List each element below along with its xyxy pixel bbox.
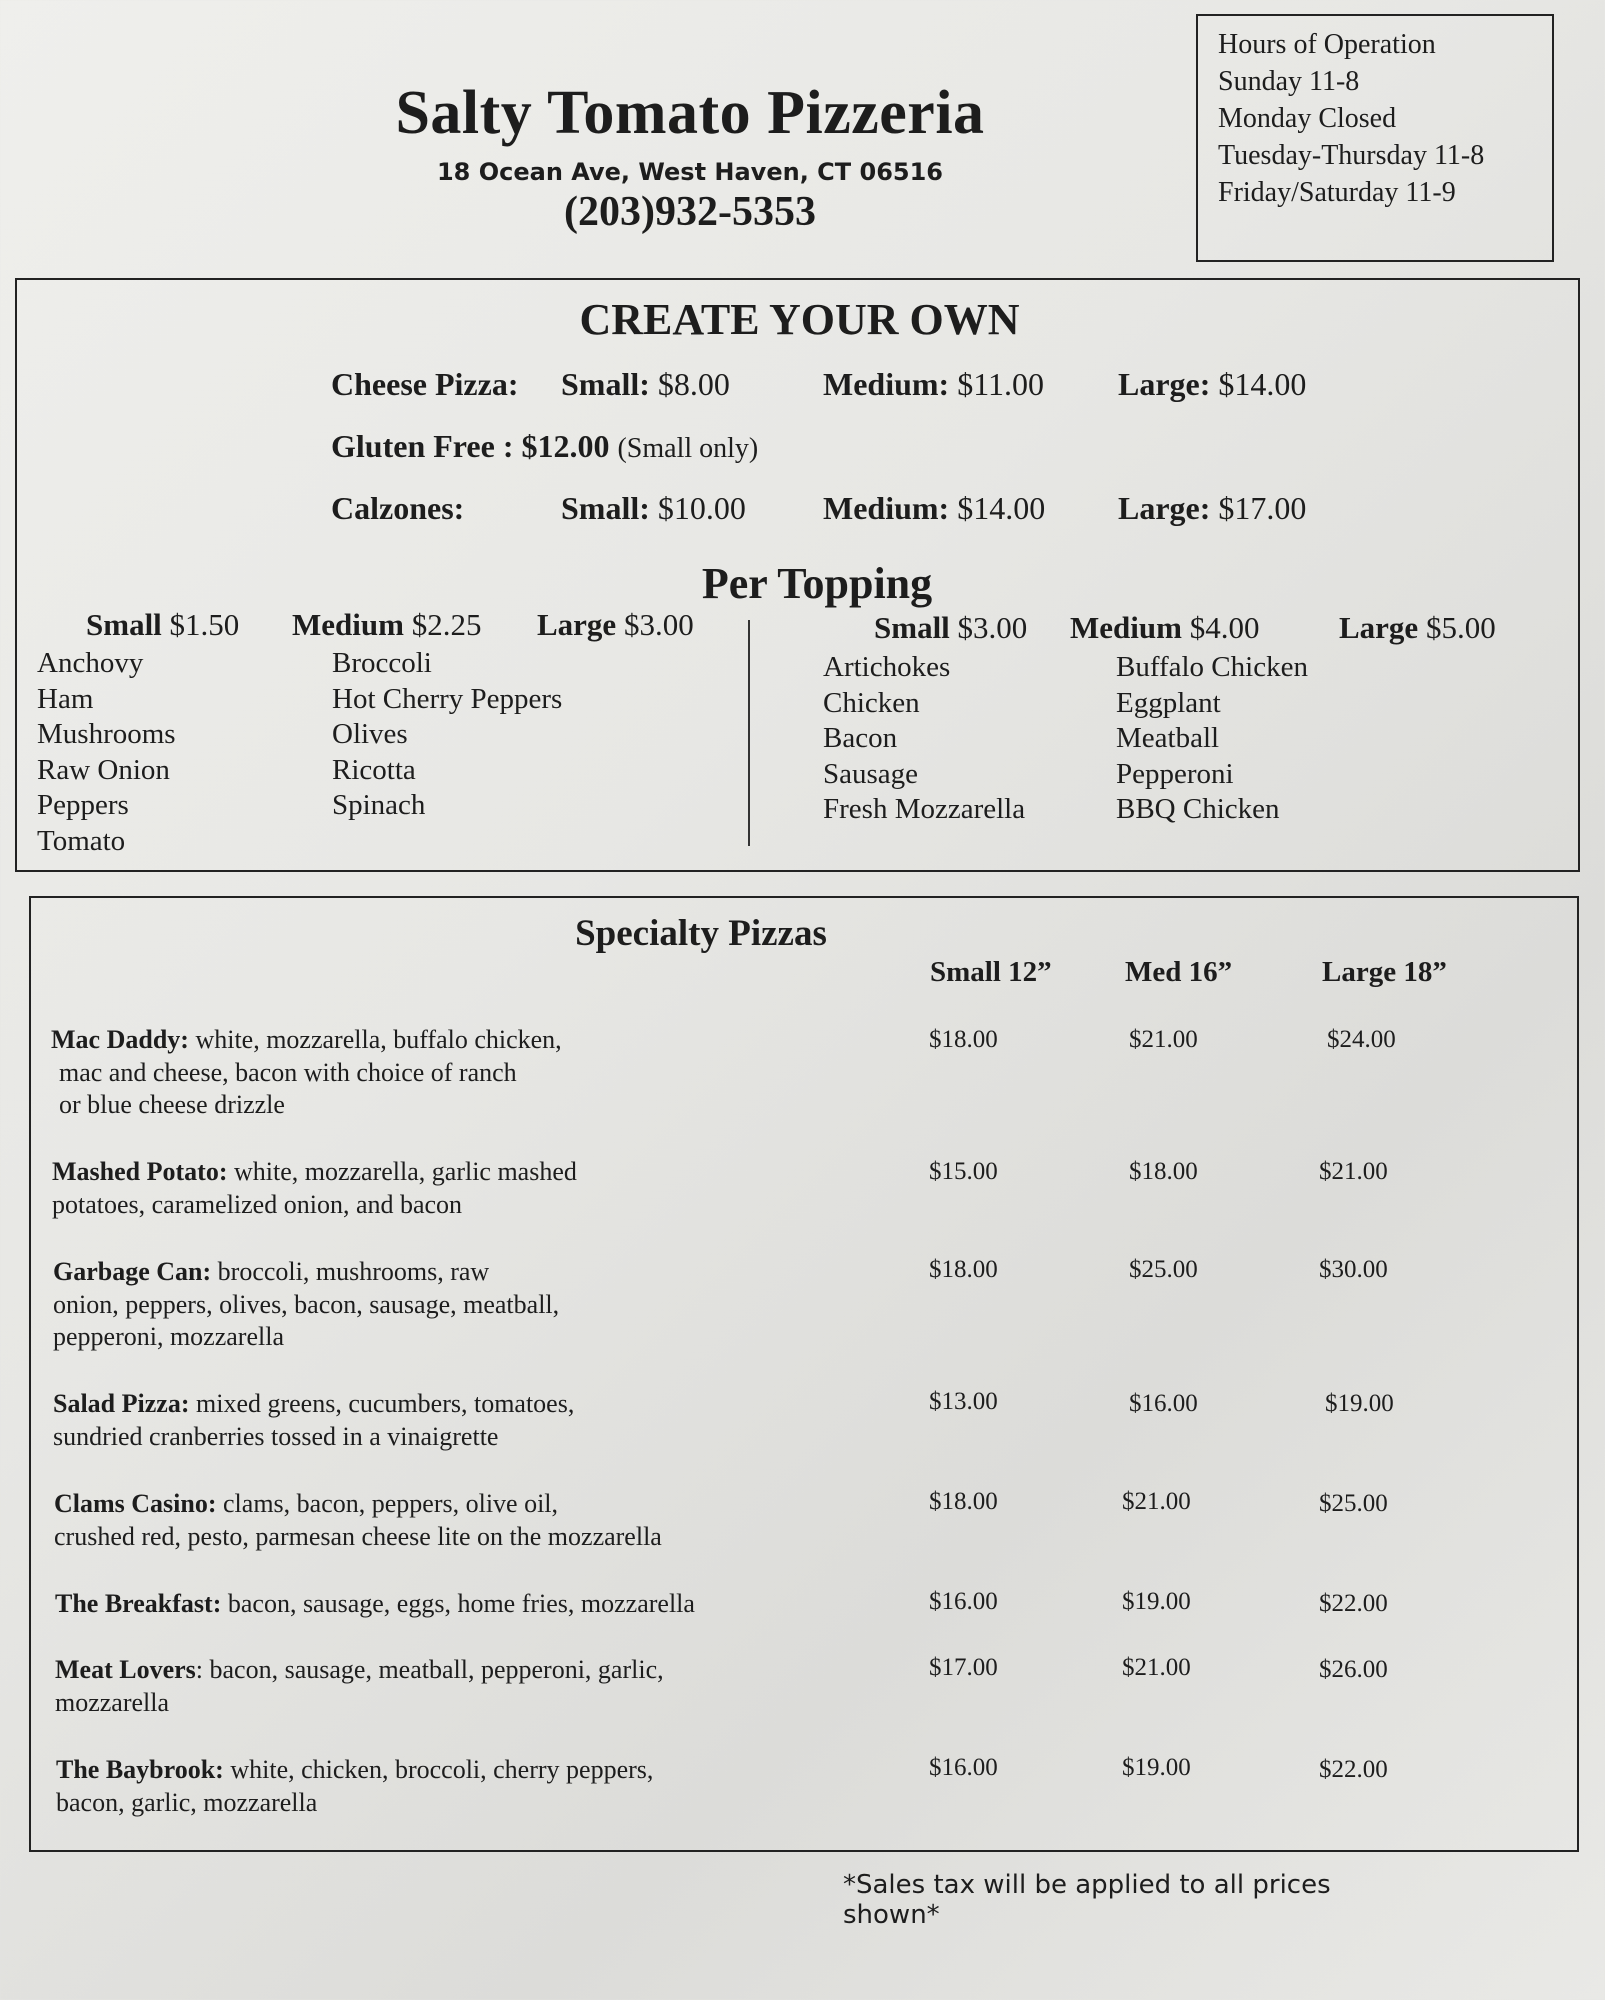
topping-item: Spinach <box>332 789 426 821</box>
pizza-item <box>55 1588 815 1621</box>
price-medium: $19.00 <box>1122 1754 1191 1781</box>
size-label: Large: <box>1118 490 1211 526</box>
pizza-name: The Baybrook: <box>56 1755 224 1784</box>
price-large: $30.00 <box>1319 1256 1388 1283</box>
price-value: $17.00 <box>1218 490 1307 526</box>
pizza-description: white, mozzarella, garlic mashed <box>227 1157 577 1186</box>
specialty-pizzas-section <box>29 896 1579 1852</box>
gluten-free-note: (Small only) <box>617 433 759 464</box>
size-header-medium: Med 16” <box>1125 956 1233 988</box>
pizza-name: Clams Casino: <box>54 1489 217 1518</box>
hours-title: Hours of Operation <box>1218 29 1436 60</box>
topping-item: Chicken <box>823 686 920 719</box>
hours-line: Tuesday-Thursday 11-8 <box>1218 140 1485 171</box>
price-value: $3.00 <box>623 607 694 642</box>
price-value: $14.00 <box>957 490 1046 526</box>
size-label: Small <box>874 610 950 645</box>
cheese-small-price <box>561 366 730 403</box>
size-label: Medium: <box>823 366 950 402</box>
topping-item: Tomato <box>37 824 126 857</box>
hours-line: Sunday 11-8 <box>1218 66 1360 97</box>
price-value: $4.00 <box>1189 610 1260 645</box>
size-header-large: Large 18” <box>1322 956 1447 988</box>
price-value: $14.00 <box>1218 366 1307 402</box>
pizza-item <box>53 1388 813 1453</box>
topping-item: Hot Cherry Peppers <box>332 682 563 715</box>
pizza-description: mixed greens, cucumbers, tomatoes, <box>189 1389 575 1418</box>
topping-item: Pepperoni <box>1116 757 1234 790</box>
topping-divider <box>748 620 750 846</box>
price-large: $26.00 <box>1319 1656 1388 1683</box>
pizza-name: Garbage Can: <box>53 1257 212 1286</box>
pizza-item <box>53 1256 813 1354</box>
topping-item: Raw Onion <box>37 753 170 786</box>
topping-medium-price-2 <box>1070 610 1259 646</box>
price-value: $1.50 <box>169 607 240 642</box>
calzones-label: Calzones: <box>331 490 465 526</box>
gluten-free-label: Gluten Free : <box>331 428 514 464</box>
create-your-own-section <box>15 278 1580 872</box>
price-medium: $18.00 <box>1129 1158 1198 1185</box>
topping-list-1a <box>37 646 176 859</box>
sales-tax-note: *Sales tax will be applied to all prices shown* <box>843 1870 1331 1930</box>
price-small: $15.00 <box>929 1158 998 1185</box>
cheese-pizza-label: Cheese Pizza: <box>331 366 519 402</box>
price-small: $13.00 <box>929 1388 998 1415</box>
price-small: $18.00 <box>929 1256 998 1283</box>
pizza-item <box>56 1754 816 1819</box>
gluten-free-row <box>331 428 758 465</box>
pizza-description: bacon, garlic, mozzarella <box>56 1787 318 1817</box>
size-label: Small <box>86 607 162 642</box>
price-large: $19.00 <box>1325 1390 1394 1417</box>
price-small: $18.00 <box>929 1026 998 1053</box>
pizza-description: white, mozzarella, buffalo chicken, <box>188 1025 562 1054</box>
topping-large-price-2 <box>1339 610 1496 646</box>
price-medium: $21.00 <box>1129 1026 1198 1053</box>
topping-item: Eggplant <box>1116 686 1221 719</box>
pizza-description: white, chicken, broccoli, cherry peppers, <box>223 1755 654 1784</box>
topping-item: Broccoli <box>332 647 432 679</box>
topping-item: Buffalo Chicken <box>1116 651 1308 683</box>
create-your-own-title: CREATE YOUR OWN <box>579 295 1020 344</box>
specialty-pizzas-title: Specialty Pizzas <box>575 913 827 954</box>
price-medium: $21.00 <box>1122 1488 1191 1515</box>
topping-item: Ham <box>37 682 94 715</box>
size-label: Medium: <box>823 490 950 526</box>
pizza-name: Mac Daddy: <box>51 1025 189 1054</box>
hours-box <box>1196 14 1554 262</box>
hours-line: Friday/Saturday 11-9 <box>1218 177 1456 208</box>
price-small: $16.00 <box>929 1588 998 1615</box>
topping-item: Olives <box>332 718 408 750</box>
gluten-free-price: $12.00 <box>521 428 610 464</box>
pizza-description: onion, peppers, olives, bacon, sausage, meatball, <box>53 1289 560 1319</box>
topping-large-price-1 <box>537 607 694 643</box>
price-value: $10.00 <box>657 490 746 526</box>
cheese-medium-price <box>823 366 1044 403</box>
price-medium: $16.00 <box>1129 1390 1198 1417</box>
restaurant-phone: (203)932-5353 <box>564 189 816 235</box>
pizza-item <box>55 1654 815 1719</box>
restaurant-address: 18 Ocean Ave, West Haven, CT 06516 <box>436 158 943 186</box>
price-small: $16.00 <box>929 1754 998 1781</box>
topping-item: Meatball <box>1116 722 1220 754</box>
topping-list-2b <box>1116 650 1308 828</box>
topping-item: Mushrooms <box>37 718 176 750</box>
size-label: Small: <box>561 366 650 402</box>
topping-small-price-1 <box>86 607 239 643</box>
pizza-item <box>52 1156 812 1221</box>
price-value: $2.25 <box>411 607 482 642</box>
topping-item: Peppers <box>37 789 129 821</box>
pizza-description: pepperoni, mozzarella <box>53 1322 284 1351</box>
pizza-description: or blue cheese drizzle <box>59 1090 285 1119</box>
size-label: Large: <box>1118 366 1211 402</box>
pizza-description: potatoes, caramelized onion, and bacon <box>52 1189 463 1219</box>
price-value: $5.00 <box>1425 610 1496 645</box>
size-label: Large <box>537 607 617 642</box>
price-medium: $19.00 <box>1122 1588 1191 1615</box>
topping-list-1b <box>332 646 562 824</box>
size-label: Large <box>1339 610 1419 645</box>
pizza-description: broccoli, mushrooms, raw <box>211 1257 490 1286</box>
topping-item: Bacon <box>823 722 898 754</box>
price-large: $21.00 <box>1319 1158 1388 1185</box>
pizza-description: mozzarella <box>55 1687 170 1717</box>
price-value: $11.00 <box>957 366 1045 402</box>
pizza-name: Meat Lovers <box>55 1655 196 1684</box>
cheese-large-price <box>1118 366 1306 403</box>
calzone-medium-price <box>823 490 1045 527</box>
price-medium: $25.00 <box>1129 1256 1198 1283</box>
price-small: $17.00 <box>929 1654 998 1681</box>
size-label: Medium <box>292 607 404 642</box>
size-label: Medium <box>1070 610 1182 645</box>
price-large: $22.00 <box>1319 1756 1388 1783</box>
price-large: $22.00 <box>1319 1590 1388 1617</box>
pizza-name: Mashed Potato: <box>52 1157 228 1186</box>
per-topping-title: Per Topping <box>701 559 933 608</box>
topping-item: Anchovy <box>37 647 144 679</box>
hours-line: Monday Closed <box>1218 103 1397 134</box>
price-large: $25.00 <box>1319 1490 1388 1517</box>
pizza-item <box>51 1024 811 1122</box>
price-large: $24.00 <box>1327 1026 1396 1053</box>
pizza-name: Salad Pizza: <box>53 1389 190 1418</box>
restaurant-name: Salty Tomato Pizzeria <box>395 79 985 147</box>
topping-item: Fresh Mozzarella <box>823 793 1026 825</box>
price-small: $18.00 <box>929 1488 998 1515</box>
pizza-description: sundried cranberries tossed in a vinaigrette <box>53 1421 499 1451</box>
price-medium: $21.00 <box>1122 1654 1191 1681</box>
pizza-description: clams, bacon, peppers, olive oil, <box>216 1489 559 1518</box>
size-header-small: Small 12” <box>930 956 1052 988</box>
size-label: Small: <box>561 490 650 526</box>
topping-list-2a <box>823 650 1025 828</box>
calzone-small-price <box>561 490 746 527</box>
pizza-name: The Breakfast: <box>55 1589 222 1618</box>
price-value: $8.00 <box>657 366 730 402</box>
pizza-description: mac and cheese, bacon with choice of ranch <box>59 1057 517 1087</box>
topping-item: Artichokes <box>823 651 951 683</box>
topping-small-price-2 <box>874 610 1027 646</box>
pizza-description: : bacon, sausage, meatball, pepperoni, garlic, <box>195 1655 664 1684</box>
pizza-item <box>54 1488 814 1553</box>
topping-item: Sausage <box>823 757 919 790</box>
price-value: $3.00 <box>957 610 1028 645</box>
calzone-large-price <box>1118 490 1306 527</box>
pizza-description: crushed red, pesto, parmesan cheese lite on the mozzarella <box>54 1521 662 1551</box>
topping-medium-price-1 <box>292 607 481 643</box>
topping-item: BBQ Chicken <box>1116 793 1280 825</box>
pizza-description: bacon, sausage, eggs, home fries, mozzarella <box>221 1589 695 1618</box>
topping-item: Ricotta <box>332 753 416 786</box>
